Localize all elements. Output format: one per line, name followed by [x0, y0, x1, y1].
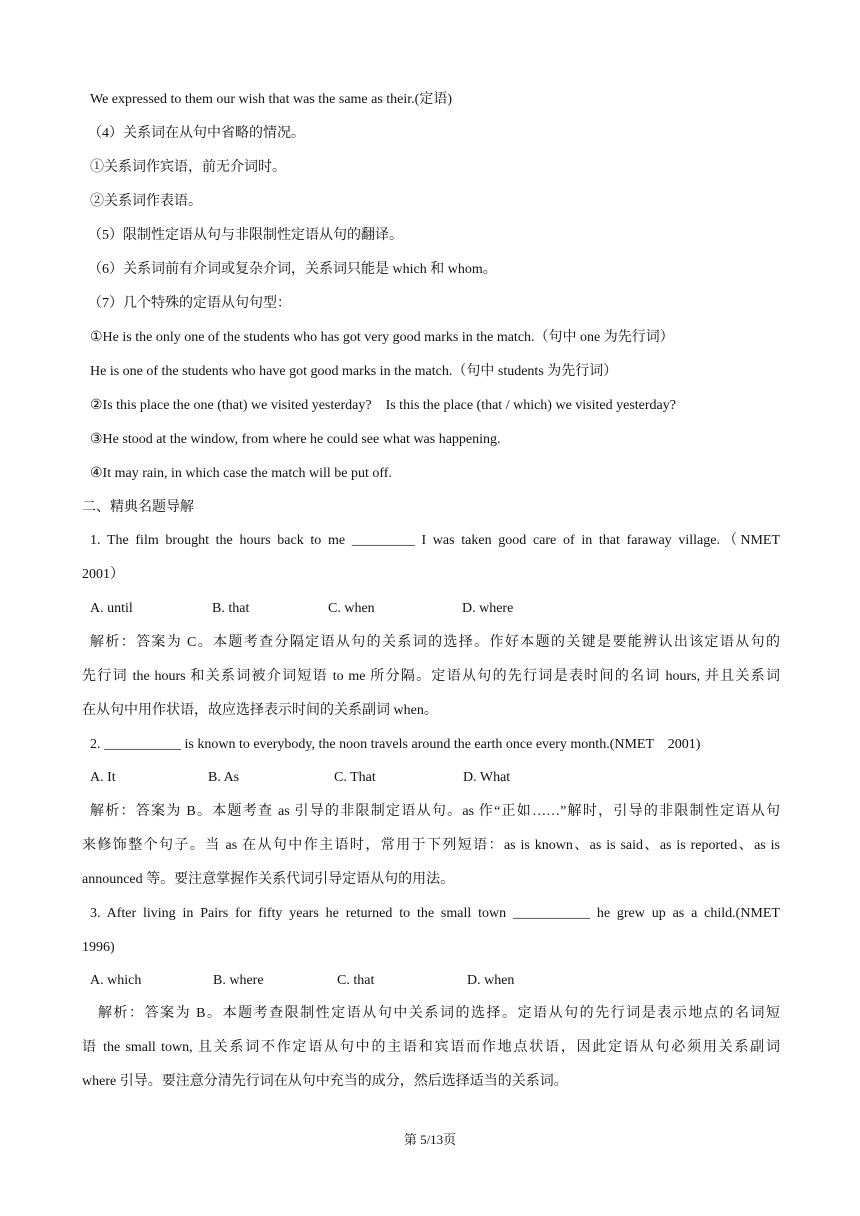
question-1-stem: 1. The film brought the hours back to me _________ I was taken good care of in that faraway village.（NMET — [90, 533, 780, 548]
question-3-stem-cont: 1996) — [82, 940, 115, 955]
pattern-3: ③He stood at the window, from where he could see what was happening. — [90, 432, 501, 447]
question-2-analysis-3: announced 等。要注意掌握作关系代词引导定语从句的用法。 — [82, 872, 455, 887]
question-2-analysis-1: 解析：答案为 B。本题考查 as 引导的非限制定语从句。as 作“正如……”解时，引导的非限制性定语从句 — [90, 804, 780, 819]
pattern-1b: He is one of the students who have got good marks in the match.（句中 students 为先行词） — [90, 364, 618, 379]
note-7: （7）几个特殊的定语从句句型： — [88, 296, 291, 311]
option-a: A. which — [90, 973, 142, 988]
question-1-analysis-1: 解析：答案为 C。本题考查分隔定语从句的关系词的选择。作好本题的关键是要能辨认出该定语从句的 — [90, 635, 780, 650]
question-1-analysis-2: 先行词 the hours 和关系词被介词短语 to me 所分隔。定语从句的先行词是表时间的名词 hours, 并且关系词 — [82, 669, 780, 684]
option-c: C. when — [328, 601, 375, 616]
option-d: D. where — [462, 601, 514, 616]
question-3-analysis-3: where 引导。要注意分清先行词在从句中充当的成分，然后选择适当的关系词。 — [82, 1074, 568, 1089]
pattern-4: ④It may rain, in which case the match will be put off. — [90, 466, 392, 481]
option-b: B. As — [208, 770, 240, 785]
pattern-2: ②Is this place the one (that) we visited yesterday? Is this the place (that / which) we visited yesterday? — [90, 398, 676, 413]
option-b: B. that — [212, 601, 250, 616]
option-c: C. that — [337, 973, 375, 988]
note-6: （6）关系词前有介词或复杂介词，关系词只能是 which 和 whom。 — [88, 262, 497, 277]
page-number: 第 5/13页 — [403, 1132, 457, 1147]
pattern-1a: ①He is the only one of the students who has got very good marks in the match.（句中 one 为先行词） — [90, 330, 674, 345]
question-3-analysis-1: 解析：答案为 B。本题考查限制性定语从句中关系词的选择。定语从句的先行词是表示地点的名词短 — [98, 1006, 780, 1021]
note-5: （5）限制性定语从句与非限制性定语从句的翻译。 — [88, 228, 403, 243]
question-2-stem: 2. ___________ is known to everybody, the noon travels around the earth once every month.(NMET 2001) — [90, 737, 701, 752]
option-b: B. where — [213, 973, 264, 988]
note-4-1: ①关系词作宾语，前无介词时。 — [90, 160, 286, 175]
example-sentence: We expressed to them our wish that was the same as their.(定语) — [90, 92, 453, 107]
option-c: C. That — [334, 770, 376, 785]
note-4-2: ②关系词作表语。 — [90, 194, 202, 209]
question-3-stem: 3. After living in Pairs for fifty years he returned to the small town ___________ he grew up as a child.(NMET — [90, 906, 780, 921]
option-d: D. when — [467, 973, 515, 988]
section-heading: 二、精典名题导解 — [82, 500, 194, 515]
option-a: A. until — [90, 601, 133, 616]
option-d: D. What — [463, 770, 511, 785]
question-2-analysis-2: 来修饰整个句子。当 as 在从句中作主语时，常用于下列短语：as is known、as is said、as is reported、as is — [82, 838, 780, 853]
question-1-analysis-3: 在从句中用作状语，故应选择表示时间的关系副词 when。 — [82, 703, 438, 718]
question-1-stem-cont: 2001） — [82, 567, 124, 582]
question-3-options — [90, 971, 790, 991]
question-1-options — [90, 599, 790, 619]
question-2-options — [90, 768, 790, 788]
note-4: （4）关系词在从句中省略的情况。 — [88, 126, 305, 141]
option-a: A. It — [90, 770, 116, 785]
question-3-analysis-2: 语 the small town, 且关系词不作定语从句中的主语和宾语而作地点状语，因此定语从句必须用关系副词 — [82, 1040, 780, 1055]
